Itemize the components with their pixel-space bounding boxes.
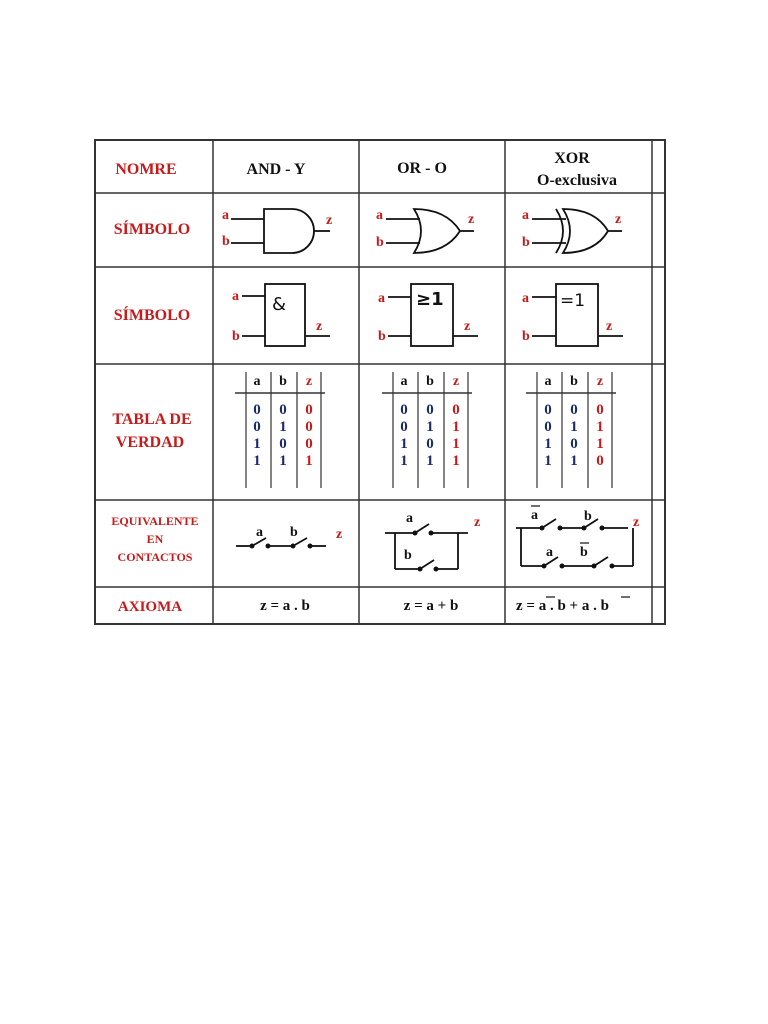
truth-table-cell: 0 (570, 436, 578, 452)
truth-table-header: a (400, 374, 408, 389)
truth-table-cell: 1 (400, 453, 408, 469)
row-label-en: EN (146, 532, 164, 546)
input-a-label: a (522, 208, 529, 223)
truth-table-cell: 0 (426, 402, 434, 418)
input-b-label: b (222, 234, 230, 249)
contact-b-label: b (404, 548, 412, 563)
header-xor-subtitle: O-exclusiva (537, 172, 617, 189)
truth-table-header: b (570, 374, 578, 389)
output-z-label: z (606, 319, 613, 334)
truth-table-header: z (305, 374, 313, 389)
truth-table-cell: 1 (452, 436, 460, 452)
input-a-label: a (222, 208, 229, 223)
and-iec-symbol (232, 284, 330, 346)
xor-contacts (516, 506, 639, 569)
axioma-or: z = a + b (403, 598, 459, 614)
truth-table-cell: 1 (544, 453, 552, 469)
truth-table-cell: 1 (570, 453, 578, 469)
axioma-and: z = a . b (260, 598, 310, 614)
row-label-tabla: TABLA DE (112, 411, 192, 428)
output-z-label: z (316, 319, 323, 334)
truth-table-cell: 0 (596, 402, 604, 418)
xor-iec-mark: =1 (560, 291, 586, 311)
truth-table-cell: 1 (253, 436, 261, 452)
output-z-label: z (336, 527, 343, 542)
row-label-simbolo-iec: SÍMBOLO (113, 307, 191, 324)
xor-extra-curve (556, 209, 563, 253)
truth-table-cell: 1 (400, 436, 408, 452)
input-a-label: a (232, 289, 239, 304)
and-gate-symbol (222, 208, 332, 253)
contact-a-label: a (406, 511, 413, 526)
axioma-xor-group (516, 597, 630, 614)
row-label-contactos: CONTACTOS (117, 550, 193, 564)
truth-tables (235, 372, 616, 488)
truth-table-cell: 1 (279, 453, 287, 469)
truth-table-cell: 0 (544, 402, 552, 418)
xor-iec-symbol (522, 284, 623, 346)
row-label-axioma: AXIOMA (117, 599, 183, 615)
truth-table-cell: 0 (400, 402, 408, 418)
truth-table-cell: 0 (305, 419, 313, 435)
input-b-label: b (522, 235, 530, 250)
input-b-label: b (378, 329, 386, 344)
or-gate-symbol (376, 208, 474, 253)
truth-table-cell: 0 (570, 402, 578, 418)
truth-table-cell: 0 (279, 436, 287, 452)
truth-table-header: a (253, 374, 261, 389)
truth-table-cell: 1 (596, 419, 604, 435)
or-iec-mark: ≥1 (416, 289, 444, 310)
truth-table-cell: 1 (426, 419, 434, 435)
truth-table-cell: 1 (426, 453, 434, 469)
truth-table-cell: 0 (426, 436, 434, 452)
or-contacts (385, 511, 480, 572)
input-a-label: a (522, 291, 529, 306)
input-a-label: a (378, 291, 385, 306)
xor-gate-body (563, 209, 608, 253)
truth-table-header: z (452, 374, 460, 389)
truth-table (526, 372, 616, 488)
truth-table-cell: 0 (544, 419, 552, 435)
output-z-label: z (464, 319, 471, 334)
xor-gate-symbol (522, 208, 622, 253)
row-label-verdad: VERDAD (115, 434, 185, 451)
row-label-nombre: NOMRE (115, 161, 177, 178)
input-a-label: a (376, 208, 383, 223)
contact-b-neg-label: b (580, 545, 588, 560)
truth-table-cell: 0 (305, 436, 313, 452)
input-b-label: b (232, 329, 240, 344)
contact-b-label: b (584, 509, 592, 524)
output-z-label: z (326, 213, 333, 228)
truth-table-header: b (426, 374, 434, 389)
output-z-label: z (474, 515, 481, 530)
contact-a-switch (542, 519, 556, 528)
truth-table-cell: 0 (305, 402, 313, 418)
header-or: OR - O (397, 160, 447, 177)
and-contacts (236, 525, 342, 549)
contact-a-neg-label: a (531, 508, 538, 523)
axioma-xor: z = a . b + a . b (516, 598, 609, 614)
header-and: AND - Y (246, 161, 306, 178)
truth-table-cell: 1 (253, 453, 261, 469)
truth-table-cell: 1 (452, 453, 460, 469)
truth-table-cell: 1 (544, 436, 552, 452)
truth-table (382, 372, 472, 488)
truth-table-cell: 1 (279, 419, 287, 435)
and-iec-mark: & (272, 294, 287, 315)
input-b-label: b (522, 329, 530, 344)
truth-table (235, 372, 325, 488)
truth-table-cell: 1 (596, 436, 604, 452)
truth-table-cell: 0 (253, 419, 261, 435)
contact-b-label: b (290, 525, 298, 540)
output-z-label: z (468, 212, 475, 227)
contact-b-switch (594, 557, 608, 566)
truth-table-cell: 0 (253, 402, 261, 418)
output-z-label: z (615, 212, 622, 227)
truth-table-header: b (279, 374, 287, 389)
contact-a-label: a (256, 525, 263, 540)
truth-table-cell: 1 (570, 419, 578, 435)
input-b-label: b (376, 235, 384, 250)
and-gate-body (264, 209, 314, 253)
truth-table-cell: 1 (452, 419, 460, 435)
row-label-equivalente: EQUIVALENTE (111, 514, 199, 528)
truth-table-cell: 0 (400, 419, 408, 435)
contact-a-switch (415, 524, 429, 533)
header-xor: XOR (554, 150, 590, 167)
output-z-label: z (633, 515, 640, 530)
row-label-simbolo: SÍMBOLO (113, 221, 191, 238)
truth-table-header: z (596, 374, 604, 389)
truth-table-header: a (544, 374, 552, 389)
contact-a-label: a (546, 545, 553, 560)
truth-table-cell: 1 (305, 453, 313, 469)
truth-table-cell: 0 (279, 402, 287, 418)
contact-b-switch (420, 560, 434, 569)
or-iec-symbol (378, 284, 478, 346)
truth-table-cell: 0 (596, 453, 604, 469)
truth-table-cell: 0 (452, 402, 460, 418)
or-gate-body (414, 209, 460, 253)
